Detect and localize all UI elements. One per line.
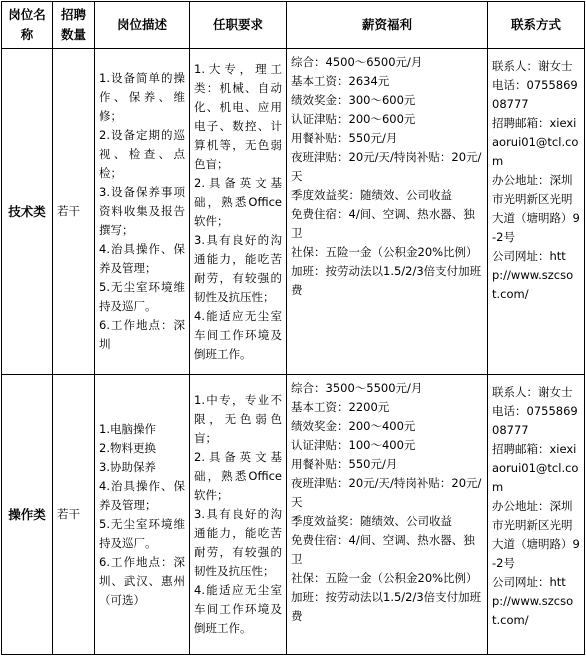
description-line: 2.设备定期的巡视、检查、点检； xyxy=(99,128,185,180)
contact-line: 电话：075586908777 xyxy=(492,404,578,437)
contact-line: 公司网址：http://www.szcsot.com/ xyxy=(492,575,574,627)
salary-line: 用餐补贴：550元/月 xyxy=(291,131,398,145)
row-contact xyxy=(488,49,585,375)
description-line: 2.物料更换 xyxy=(99,440,156,455)
requirement-line: 4.能适应无尘室车间工作环境及倒班工作。 xyxy=(194,583,282,635)
row-count: 若干 xyxy=(53,49,95,375)
header-headcount: 招聘数量 xyxy=(53,2,95,49)
row-salary xyxy=(287,49,488,375)
salary-line: 基本工资：2200元 xyxy=(291,400,390,414)
salary-line: 用餐补贴：550元/月 xyxy=(291,457,398,471)
header-requirements: 任职要求 xyxy=(190,2,287,49)
salary-line: 综合：4500～6500元/月 xyxy=(291,55,423,69)
requirement-line: 1.大专，理工类：机械、自动化、机电、应用电子、数控、计算机等，无色弱色盲； xyxy=(194,61,282,171)
salary-line: 夜班津贴：20元/天/特岗补贴：20元/天 xyxy=(291,476,482,509)
salary-line: 免费住宿：4/间、空调、热水器、独卫 xyxy=(291,533,475,566)
description-line: 6.工作地点：深圳 xyxy=(99,318,185,351)
row-description xyxy=(95,375,190,655)
row-requirements xyxy=(190,49,287,375)
header-salary: 薪资福利 xyxy=(287,2,488,49)
description-line: 6.工作地点：深圳、武汉、惠州（可选） xyxy=(99,554,185,607)
salary-line: 免费住宿：4/间、空调、热水器、独卫 xyxy=(291,207,475,240)
salary-line: 认证津贴：200～600元 xyxy=(291,112,416,126)
salary-line: 夜班津贴：20元/天/特岗补贴：20元/天 xyxy=(291,150,482,183)
header-position-name: 岗位名称 xyxy=(2,2,53,49)
header-description: 岗位描述 xyxy=(95,2,190,49)
requirement-line: 3.具有良好的沟通能力，能吃苦耐劳，有较强的韧性及抗压性； xyxy=(194,507,282,578)
contact-line: 联系人：谢女士 xyxy=(492,385,573,399)
contact-line: 电话：075586908777 xyxy=(492,78,578,111)
row-requirements xyxy=(190,375,287,655)
recruitment-table xyxy=(1,1,585,655)
contact-line: 招聘邮箱：xiexiaorui01@tcl.com xyxy=(492,442,579,494)
contact-line: 招聘邮箱：xiexiaorui01@tcl.com xyxy=(492,116,579,168)
row-description xyxy=(95,49,190,375)
contact-line: 办公地址：深圳市光明新区光明大道（塘明路）9-2号 xyxy=(492,173,580,244)
table-row xyxy=(2,375,585,655)
description-line: 5.无尘室环境维持及巡厂。 xyxy=(99,280,185,313)
table-row xyxy=(2,49,585,375)
salary-line: 基本工资：2634元 xyxy=(291,74,390,88)
salary-line: 社保：五险一金（公积金20%比例） xyxy=(291,571,478,585)
salary-line: 综合：3500～5500元/月 xyxy=(291,381,423,395)
requirement-line: 1.中专，专业不限，无色弱色盲； xyxy=(194,393,282,445)
salary-line: 绩效奖金：200～400元 xyxy=(291,419,416,433)
requirement-line: 3.具有良好的沟通能力，能吃苦耐劳，有较强的韧性及抗压性； xyxy=(194,232,282,304)
salary-line: 加班：按劳动法以1.5/2/3倍支付加班费 xyxy=(291,590,482,623)
contact-line: 办公地址：深圳市光明新区光明大道（塘明路）9-2号 xyxy=(492,499,580,570)
requirement-line: 2.具备英文基础，熟悉Office软件； xyxy=(194,175,282,228)
salary-line: 季度效益奖：随绩效、公司收益 xyxy=(291,188,452,202)
salary-line: 季度效益奖：随绩效、公司收益 xyxy=(291,514,452,528)
requirement-line: 4.能适应无尘室车间工作环境及倒班工作。 xyxy=(194,308,282,361)
row-count: 若干 xyxy=(53,375,95,655)
salary-line: 社保：五险一金（公积金20%比例） xyxy=(291,245,478,259)
salary-line: 认证津贴：100～400元 xyxy=(291,438,416,452)
description-line: 4.治具操作、保养及管理； xyxy=(99,478,185,512)
row-contact xyxy=(488,375,585,655)
description-line: 1.电脑操作 xyxy=(99,421,156,436)
contact-line: 公司网址：http://www.szcsot.com/ xyxy=(492,249,574,301)
description-line: 5.无尘室环境维持及巡厂。 xyxy=(99,516,185,550)
description-line: 3.设备保养事项资料收集及报告撰写； xyxy=(99,185,185,237)
row-category: 技术类 xyxy=(2,49,53,375)
salary-line: 加班：按劳动法以1.5/2/3倍支付加班费 xyxy=(291,264,482,297)
description-line: 4.治具操作、保养及管理； xyxy=(99,242,185,275)
description-line: 1.设备简单的操作、保养、维修； xyxy=(99,71,185,123)
description-line: 3.协助保养 xyxy=(99,459,156,474)
salary-line: 绩效奖金：300～600元 xyxy=(291,93,416,107)
row-salary xyxy=(287,375,488,655)
requirement-line: 2.具备英文基础，熟悉Office软件； xyxy=(194,450,282,502)
header-row xyxy=(2,2,585,49)
contact-line: 联系人：谢女士 xyxy=(492,59,573,73)
header-contact: 联系方式 xyxy=(488,2,585,49)
row-category: 操作类 xyxy=(2,375,53,655)
